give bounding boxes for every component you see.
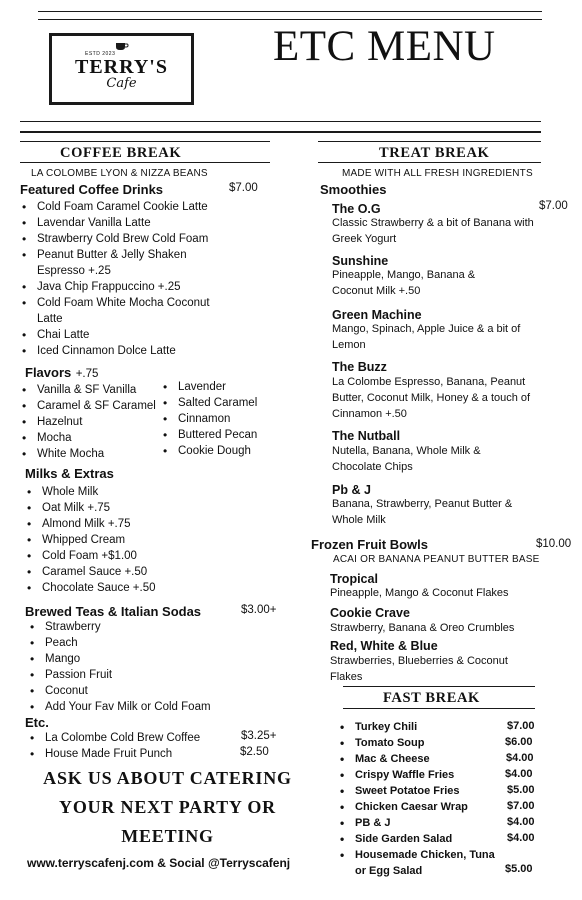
featured-coffee-price: $7.00 <box>229 182 258 194</box>
list-item: • Hazelnut <box>20 414 156 430</box>
list-item: • Housemade Chicken, Tuna <box>338 847 495 863</box>
logo-established: ESTD 2023 <box>85 51 116 57</box>
list-item: • Mocha <box>20 430 156 446</box>
teas-list <box>28 619 211 715</box>
fast-price: $5.00 <box>507 784 535 796</box>
smoothie-name: The Nutball <box>332 429 401 443</box>
fast-price: $7.00 <box>507 800 535 812</box>
list-item-continuation: Espresso +.25 <box>37 265 111 277</box>
bowl-desc: Strawberry, Banana & Oreo Crumbles <box>330 622 515 634</box>
smoothie-desc: Nutella, Banana, Whole Milk & Chocolate Chips <box>332 445 481 473</box>
list-item-continued <box>20 263 210 279</box>
smoothie-desc: Mango, Spinach, Apple Juice & a bit of Lemon <box>332 323 521 351</box>
website-social-footer: www.terryscafenj.com & Social @Terryscafenj <box>27 856 291 870</box>
bowl-name: Tropical <box>330 572 378 586</box>
fast-break-rule-top <box>343 686 535 687</box>
teas-price: $3.00+ <box>241 604 277 616</box>
smoothie-name: The O.G <box>332 202 381 216</box>
header-rule-thin <box>20 121 541 122</box>
coffee-break-subtitle: LA COLOMBE LYON & NIZZA BEANS <box>31 168 208 179</box>
fruit-bowls-subtitle: ACAI OR BANANA PEANUT BUTTER BASE <box>333 554 540 565</box>
fast-break-heading: FAST BREAK <box>383 690 480 706</box>
bowl-name: Cookie Crave <box>330 606 410 620</box>
list-item: • Vanilla & SF Vanilla <box>20 382 156 398</box>
fast-price: $4.00 <box>507 816 535 828</box>
list-item: • Lavendar Vanilla Latte <box>20 215 210 231</box>
list-item: • Crispy Waffle Fries <box>338 767 495 783</box>
catering-promo <box>20 764 315 851</box>
etc-price: $3.25+ <box>241 730 277 742</box>
list-item: • House Made Fruit Punch <box>28 746 200 762</box>
list-item: • Side Garden Salad <box>338 831 495 847</box>
list-item-continued <box>20 311 210 327</box>
list-item: • Java Chip Frappuccino +.25 <box>20 279 210 295</box>
fast-price: $7.00 <box>507 720 535 732</box>
list-item: • Buttered Pecan <box>161 427 257 443</box>
list-item: • Cookie Dough <box>161 443 257 459</box>
list-item: • Lavender <box>161 379 257 395</box>
smoothies-price: $7.00 <box>539 200 568 212</box>
flavors-list-left <box>20 382 156 462</box>
list-item: • Coconut <box>28 683 211 699</box>
featured-coffee-list <box>20 199 210 359</box>
smoothie-name: The Buzz <box>332 360 387 374</box>
coffee-cup-icon <box>115 42 129 51</box>
fast-price: $6.00 <box>505 736 533 748</box>
fruit-bowls-label: Frozen Fruit Bowls <box>311 537 428 552</box>
list-item-continuation: or Egg Salad <box>355 865 423 877</box>
smoothie-name: Sunshine <box>332 254 389 268</box>
list-item: • Salted Caramel <box>161 395 257 411</box>
list-item: • Chocolate Sauce +.50 <box>25 580 155 596</box>
list-item: • Peanut Butter & Jelly Shaken <box>20 247 210 263</box>
bowl-desc: Pineapple, Mango & Coconut Flakes <box>330 587 509 599</box>
list-item: • Turkey Chili <box>338 719 495 735</box>
logo-name: TERRY'S <box>75 56 168 78</box>
list-item: • Cold Foam +$1.00 <box>25 548 155 564</box>
list-item: • Sweet Potatoe Fries <box>338 783 495 799</box>
milks-label: Milks & Extras <box>25 466 114 481</box>
coffee-break-heading: COFFEE BREAK <box>60 145 182 161</box>
list-item: • Caramel & SF Caramel <box>20 398 156 414</box>
flavors-heading <box>25 364 98 382</box>
list-item: • Cold Foam White Mocha Coconut <box>20 295 210 311</box>
smoothies-label: Smoothies <box>320 182 387 197</box>
list-item: • Cinnamon <box>161 411 257 427</box>
smoothie-name: Green Machine <box>332 308 422 322</box>
promo-line: MEETING <box>121 826 214 846</box>
fast-price: $4.00 <box>507 832 535 844</box>
treat-break-subtitle: MADE WITH ALL FRESH INGREDIENTS <box>342 168 533 179</box>
smoothie-desc: Classic Strawberry & a bit of Banana with Greek Yogurt <box>332 217 534 245</box>
list-item: • Iced Cinnamon Dolce Latte <box>20 343 210 359</box>
bowl-desc: Strawberries, Blueberries & Coconut Flakes <box>330 655 508 683</box>
menu-title: ETC MENU <box>273 23 496 70</box>
top-rule-1 <box>38 11 542 12</box>
flavors-label: Flavors <box>25 365 72 380</box>
list-item: • Caramel Sauce +.50 <box>25 564 155 580</box>
smoothie-name: Pb & J <box>332 483 371 497</box>
treat-break-rule-top <box>318 141 541 142</box>
etc-label: Etc. <box>25 715 49 730</box>
fast-price: $5.00 <box>505 863 533 875</box>
list-item: • Whole Milk <box>25 484 155 500</box>
promo-line: YOUR NEXT PARTY OR <box>59 797 276 817</box>
promo-line: ASK US ABOUT CATERING <box>43 768 292 788</box>
fast-break-rule-bottom <box>343 708 535 709</box>
list-item: • PB & J <box>338 815 495 831</box>
bowl-name: Red, White & Blue <box>330 639 438 653</box>
list-item: • Chicken Caesar Wrap <box>338 799 495 815</box>
list-item: • Tomato Soup <box>338 735 495 751</box>
smoothie-desc: Banana, Strawberry, Peanut Butter & Whole Milk <box>332 498 513 526</box>
flavors-list-right <box>161 379 257 459</box>
coffee-break-rule-top <box>20 141 270 142</box>
treat-break-rule-bottom <box>318 162 541 163</box>
cafe-logo <box>49 33 194 105</box>
list-item: • Whipped Cream <box>25 532 155 548</box>
smoothie-desc: La Colombe Espresso, Banana, Peanut Butter, Coconut Milk, Honey & a touch of Cinnamon +.50 <box>332 376 531 420</box>
list-item: • Add Your Fav Milk or Cold Foam <box>28 699 211 715</box>
fast-price: $4.00 <box>506 752 534 764</box>
flavors-price: +.75 <box>75 368 99 380</box>
list-item: • Strawberry Cold Brew Cold Foam <box>20 231 210 247</box>
list-item: • Chai Latte <box>20 327 210 343</box>
logo-cafe-script: Cafe <box>106 76 137 91</box>
list-item-continued <box>338 863 495 879</box>
list-item: • Cold Foam Caramel Cookie Latte <box>20 199 210 215</box>
smoothie-desc: Pineapple, Mango, Banana & Coconut Milk +.50 <box>332 269 476 297</box>
list-item: • Peach <box>28 635 211 651</box>
etc-list <box>28 730 200 762</box>
list-item: • Almond Milk +.75 <box>25 516 155 532</box>
featured-coffee-label: Featured Coffee Drinks <box>20 182 164 197</box>
treat-break-heading: TREAT BREAK <box>379 145 490 161</box>
fruit-bowls-price: $10.00 <box>536 538 572 550</box>
list-item: • Passion Fruit <box>28 667 211 683</box>
coffee-break-rule-bottom <box>20 162 270 163</box>
list-item-continuation: Latte <box>37 313 63 325</box>
list-item: • White Mocha <box>20 446 156 462</box>
list-item: • La Colombe Cold Brew Coffee <box>28 730 200 746</box>
teas-label: Brewed Teas & Italian Sodas <box>25 604 202 619</box>
etc-price: $2.50 <box>240 746 269 758</box>
list-item: • Mango <box>28 651 211 667</box>
list-item: • Oat Milk +.75 <box>25 500 155 516</box>
list-item: • Strawberry <box>28 619 211 635</box>
header-rule-thick <box>20 131 541 133</box>
fast-break-list <box>338 719 495 879</box>
top-rule-2 <box>38 19 542 20</box>
fast-price: $4.00 <box>505 768 533 780</box>
milks-list <box>25 484 155 596</box>
list-item: • Mac & Cheese <box>338 751 495 767</box>
